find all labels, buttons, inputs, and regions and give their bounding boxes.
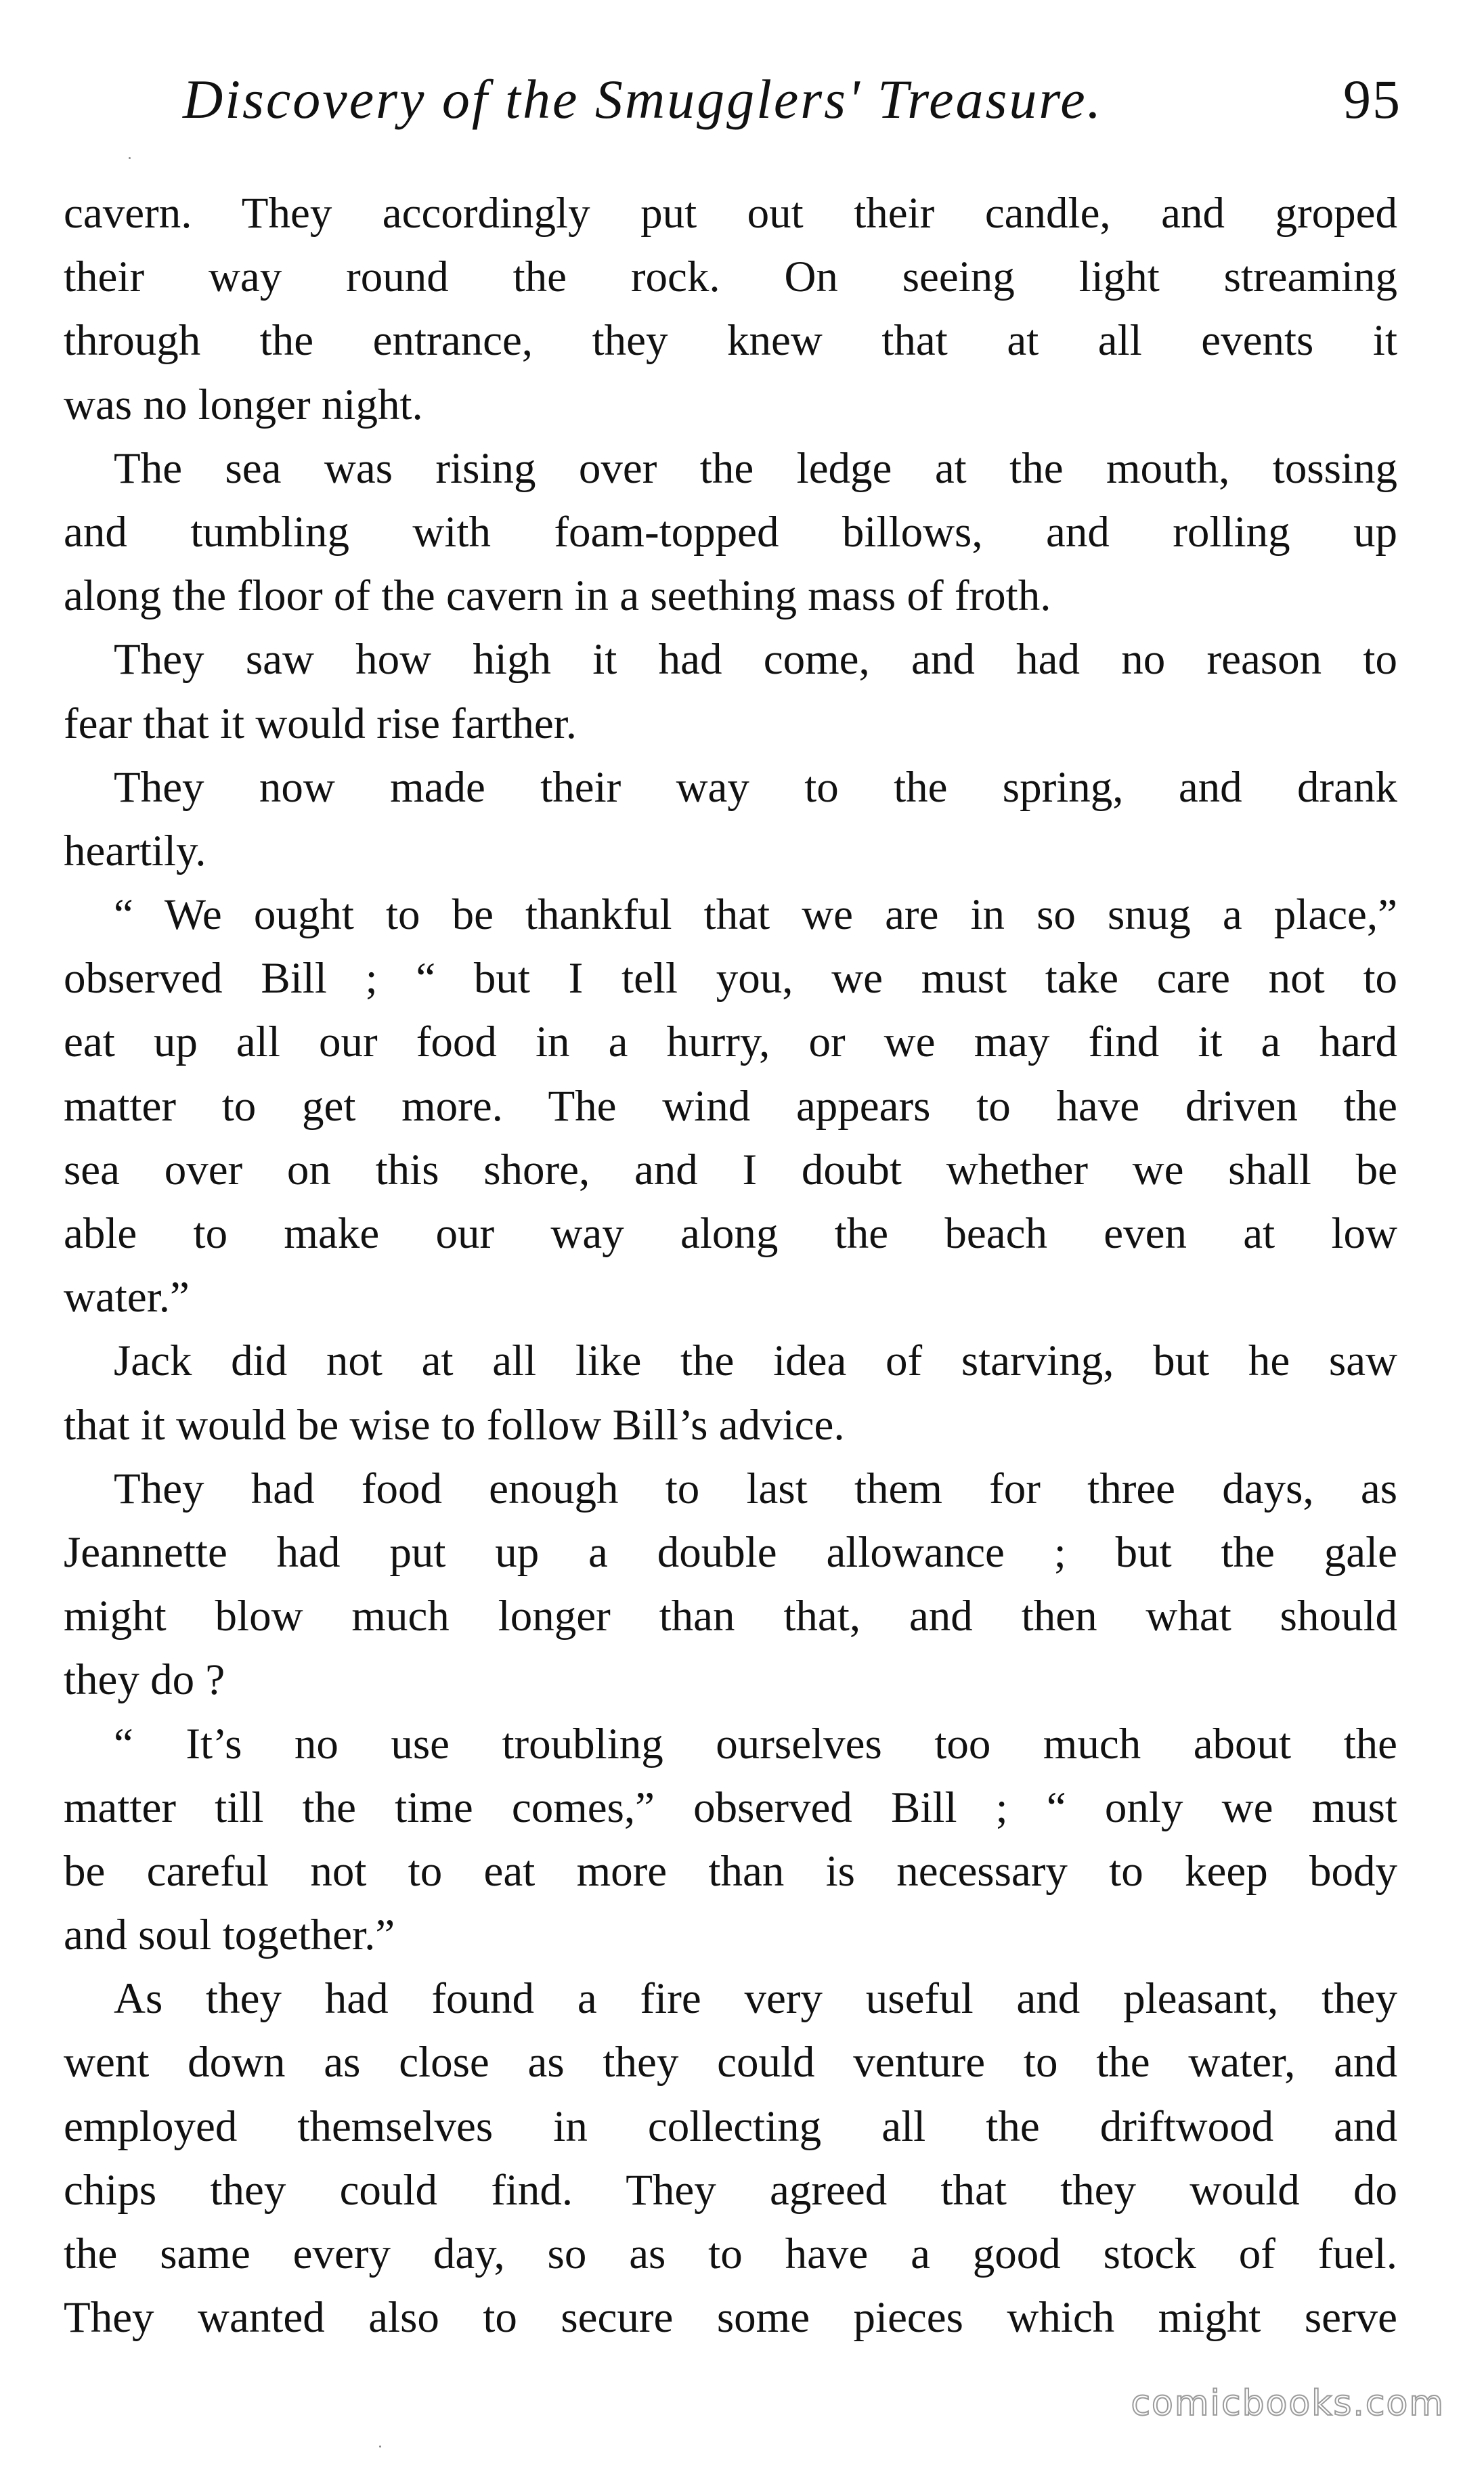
text-line: might blow much longer than that, and then what should — [64, 1592, 1397, 1641]
text-line: Jack did not at all like the idea of starving, but he saw — [114, 1336, 1397, 1386]
text-line: employed themselves in collecting all the driftwood and — [64, 2102, 1397, 2151]
text-line: that it would be wise to follow Bill’s advice. — [64, 1400, 845, 1450]
running-header — [183, 62, 1415, 137]
text-line: through the entrance, they knew that at all events it — [64, 316, 1397, 366]
print-speck — [379, 2446, 381, 2448]
text-line: and tumbling with foam-topped billows, and rolling up — [64, 507, 1397, 557]
text-line: water.” — [64, 1273, 190, 1322]
text-line: and soul together.” — [64, 1911, 395, 1960]
text-line: As they had found a fire very useful and pleasant, they — [114, 1974, 1397, 2024]
text-line: fear that it would rise farther. — [64, 699, 577, 748]
print-speck — [129, 157, 131, 159]
text-line: matter to get more. The wind appears to have driven the — [64, 1081, 1397, 1131]
text-line: along the floor of the cavern in a seething mass of froth. — [64, 571, 1051, 621]
text-line: They now made their way to the spring, and drank — [114, 762, 1397, 812]
text-line: cavern. They accordingly put out their candle, and groped — [64, 189, 1397, 238]
text-line: be careful not to eat more than is necessary to keep body — [64, 1846, 1397, 1896]
body-text — [64, 181, 1397, 2349]
text-line: They had food enough to last them for three days, as — [114, 1464, 1397, 1513]
watermark: comicbooks.com — [1131, 2383, 1445, 2424]
text-line: sea over on this shore, and I doubt whether we shall be — [64, 1145, 1397, 1194]
text-line: they do ? — [64, 1655, 225, 1705]
text-line: Jeannette had put up a double allowance ; but the gale — [64, 1527, 1397, 1577]
text-line: the same every day, so as to have a good stock of fuel. — [64, 2230, 1397, 2278]
text-line: chips they could find. They agreed that they would do — [64, 2165, 1397, 2215]
text-line: eat up all our food in a hurry, or we may find it a hard — [64, 1018, 1397, 1067]
text-line: observed Bill ; “ but I tell you, we must take care not to — [64, 954, 1397, 1003]
text-line: They saw how high it had come, and had no reason to — [114, 635, 1397, 684]
text-line: their way round the rock. On seeing light streaming — [64, 253, 1397, 302]
chapter-title: Discovery of the Smugglers' Treasure. — [183, 68, 1104, 130]
text-line: went down as close as they could venture to the water, and — [64, 2038, 1397, 2087]
text-line: was no longer night. — [64, 380, 423, 429]
text-line: able to make our way along the beach even at low — [64, 1209, 1397, 1258]
text-line: “ It’s no use troubling ourselves too much about the — [114, 1719, 1397, 1768]
text-line: matter till the time comes,” observed Bill ; “ only we must — [64, 1783, 1397, 1832]
text-line: “ We ought to be thankful that we are in so snug a place,” — [114, 890, 1397, 940]
text-line: The sea was rising over the ledge at the mouth, tossing — [114, 443, 1397, 493]
page-number: 95 — [1343, 68, 1401, 130]
text-line: heartily. — [64, 826, 206, 875]
text-line: They wanted also to secure some pieces which might serve — [64, 2293, 1397, 2343]
